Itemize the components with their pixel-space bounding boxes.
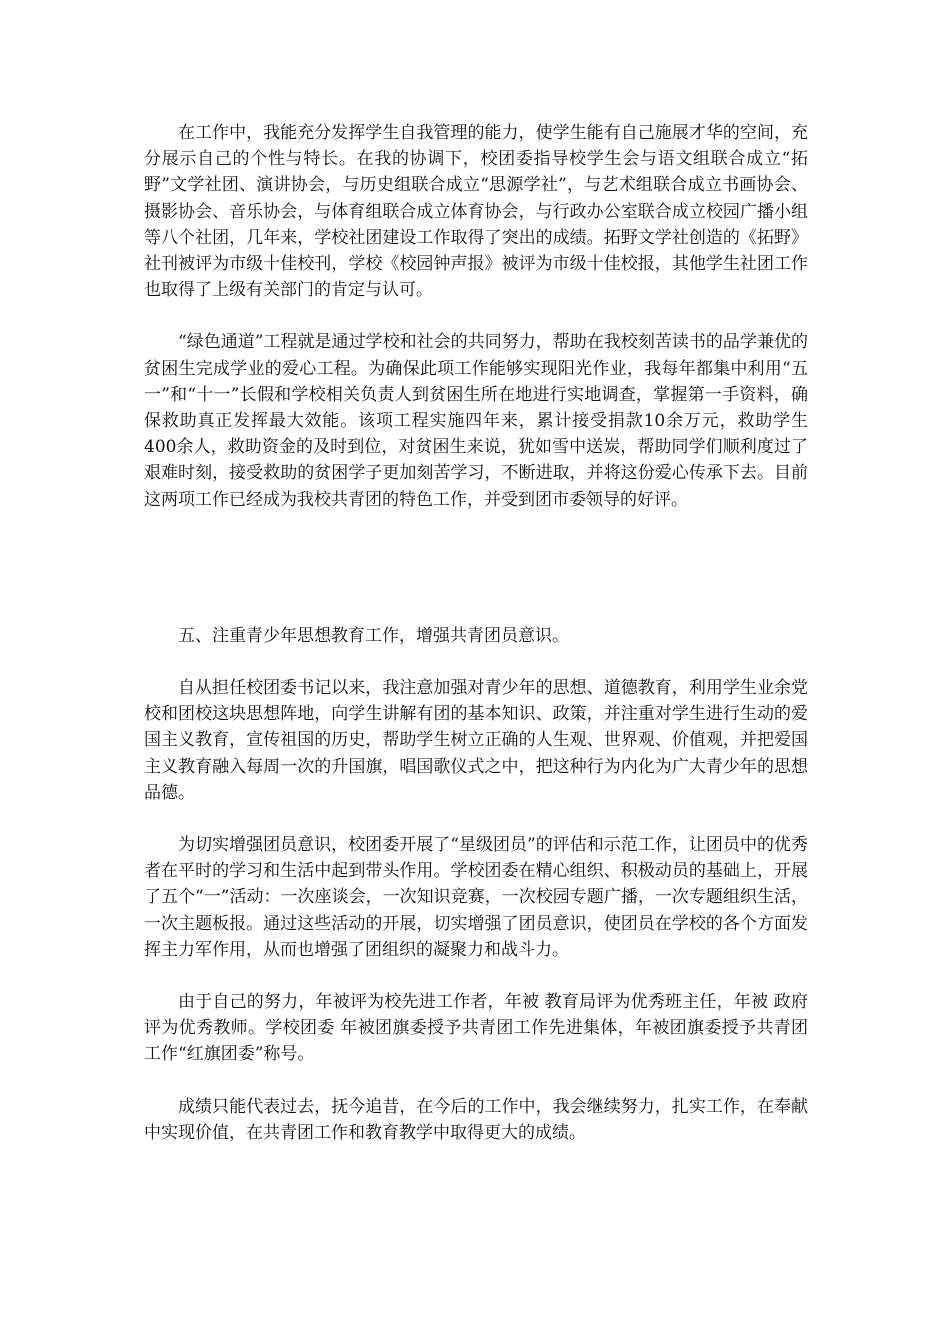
paragraph-member-awareness: 为切实增强团员意识，校团委开展了“星级团员”的评估和示范工作，让团员中的优秀者在平时的学习和生活中起到带头作用。学校团委在精心组织、积极动员的基础上，开展了五个“一”活动：一次座谈会，一次知识竞赛，一次校园专题广播，一次专题组织生活，一次主题板报。通过这些活动的开展，切实增强了团员意识，使团员在学校的各个方面发挥主力军作用，从而也增强了团组织的凝聚力和战斗力。 bbox=[144, 835, 808, 960]
document-body bbox=[144, 120, 808, 1146]
section-heading-five: 五、注重青少年思想教育工作，增强共青团员意识。 bbox=[178, 625, 569, 646]
paragraph-conclusion: 成绩只能代表过去，抚今追昔，在今后的工作中，我会继续努力，扎实工作，在奉献中实现价值，在共青团工作和教育教学中取得更大的成绩。 bbox=[144, 1096, 808, 1143]
paragraph-ideological-education: 自从担任校团委书记以来，我注意加强对青少年的思想、道德教育，利用学生业余党校和团校这块思想阵地，向学生讲解有团的基本知识、政策，并注重对学生进行生动的爱国主义教育，宣传祖国的历史，帮助学生树立正确的人生观、世界观、价值观，并把爱国主义教育融入每周一次的升国旗，唱国歌仪式之中，把这种行为内化为广大青少年的思想品德。 bbox=[144, 678, 808, 803]
paragraph-student-clubs: 在工作中，我能充分发挥学生自我管理的能力，使学生能有自己施展才华的空间，充分展示自己的个性与特长。在我的协调下，校团委指导校学生会与语文组联合成立“拓野”文学社团、演讲协会，与历史组联合成立“思源学社”，与艺术组联合成立书画协会、摄影协会、音乐协会，与体育组联合成立体育协会，与行政办公室联合成立校园广播小组等八个社团，几年来，学校社团建设工作取得了突出的成绩。拓野文学社创造的《拓野》社刊被评为市级十佳校刊，学校《校园钟声报》被评为市级十佳校报，其他学生社团工作也取得了上级有关部门的肯定与认可。 bbox=[144, 123, 808, 301]
paragraph-awards: 由于自己的努力，年被评为校先进工作者，年被 教育局评为优秀班主任，年被 政府评为优秀教师。学校团委 年被团旗委授予共青团工作先进集体，年被团旗委授予共青团工作“红旗团委”称号。 bbox=[144, 992, 808, 1065]
paragraph-green-channel: “绿色通道”工程就是通过学校和社会的共同努力，帮助在我校刻苦读书的品学兼优的贫困生完成学业的爱心工程。为确保此项工作能够实现阳光作业，我每年都集中利用“五一”和“十一”长假和学校相关负责人到贫困生所在地进行实地调查，掌握第一手资料，确保救助真正发挥最大效能。该项工程实施四年来，累计接受捐款10余万元，救助学生400余人，救助资金的及时到位，对贫困生来说，犹如雪中送炭，帮助同学们顺利度过了艰难时刻，接受救助的贫困学子更加刻苦学习，不断进取，并将这份爱心传承下去。目前这两项工作已经成为我校共青团的特色工作，并受到团市委领导的好评。 bbox=[144, 332, 808, 510]
